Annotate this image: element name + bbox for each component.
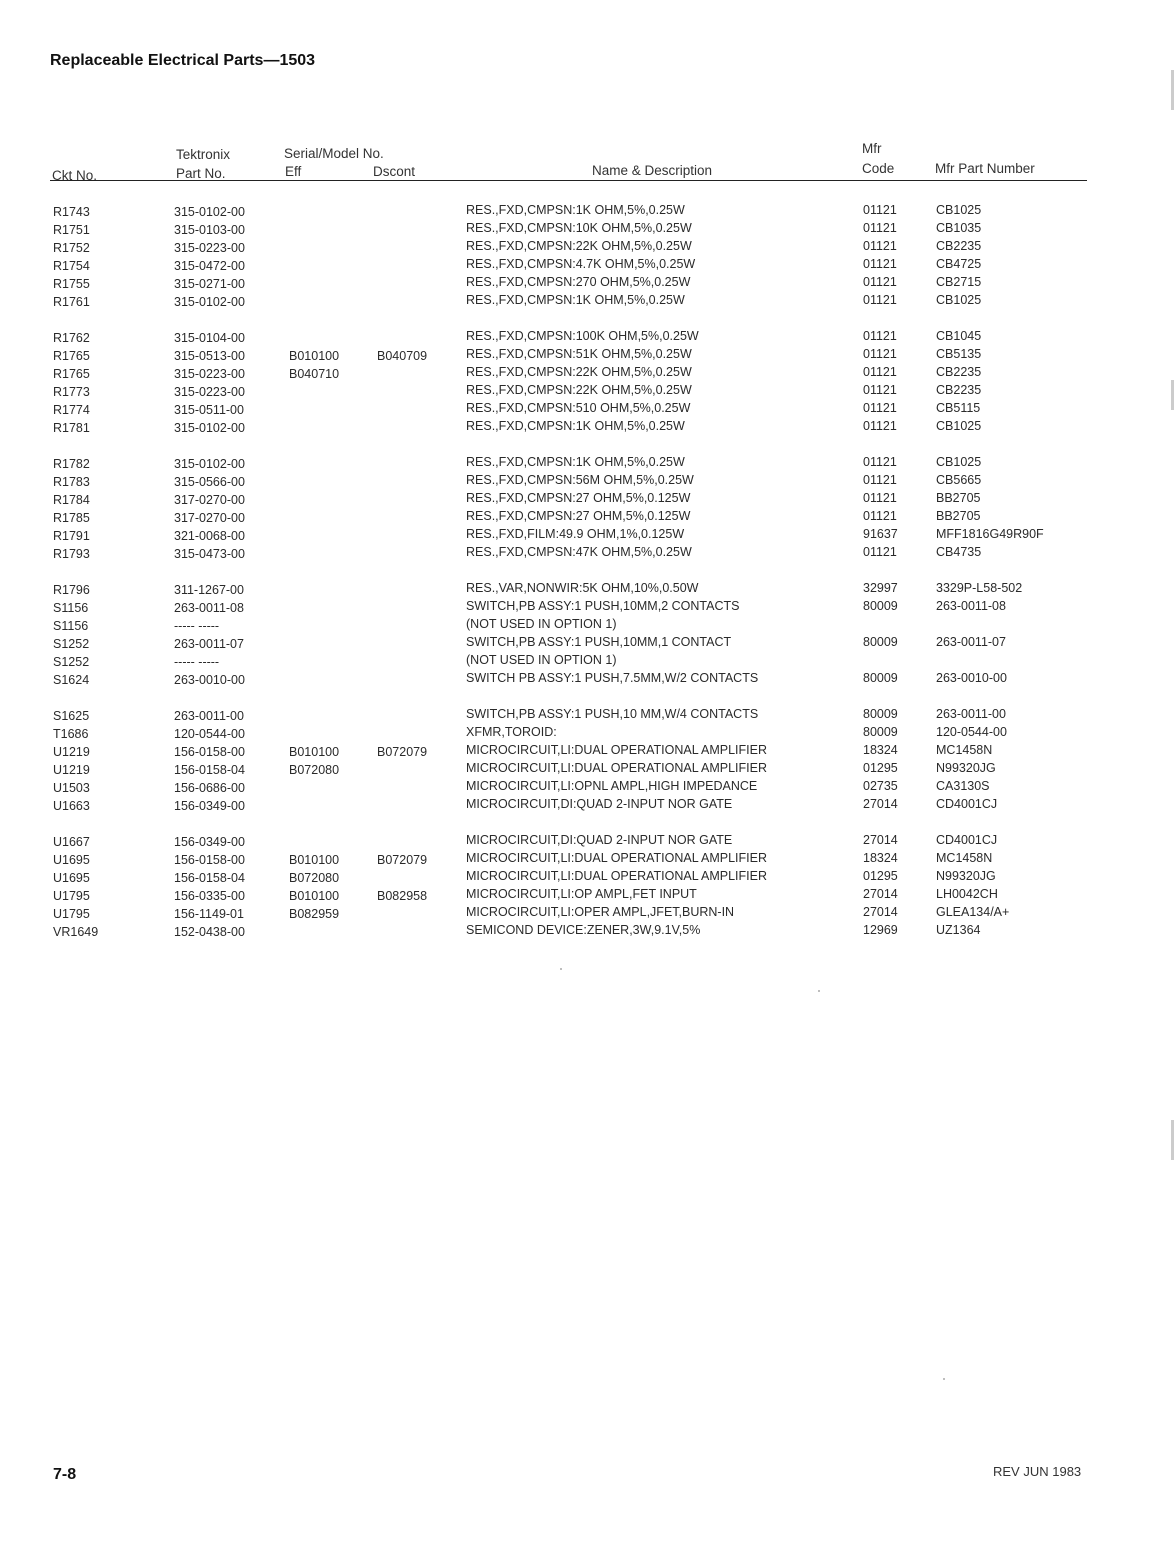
table-row (0, 887, 1176, 905)
part-description: (NOT USED IN OPTION 1) (466, 653, 617, 667)
tektronix-part-number: 263-0011-07 (174, 637, 244, 651)
table-row (0, 383, 1176, 401)
scan-edge-mark (1171, 380, 1174, 410)
header-mfr: Mfr (862, 141, 882, 156)
mfr-part-number: CD4001CJ (936, 833, 998, 847)
table-row (0, 419, 1176, 437)
part-description: RES.,FXD,CMPSN:47K OHM,5%,0.25W (466, 545, 692, 559)
table-row (0, 707, 1176, 725)
mfr-code: 01121 (863, 545, 897, 559)
mfr-code: 01295 (863, 869, 898, 883)
serial-effective: B040710 (289, 367, 340, 381)
table-row (0, 455, 1176, 473)
mfr-part-number: MC1458N (936, 851, 993, 865)
table-row (0, 743, 1176, 761)
tektronix-part-number: 152-0438-00 (174, 925, 245, 939)
parts-group (0, 455, 1176, 563)
tektronix-part-number: 156-1149-01 (174, 907, 244, 921)
circuit-number: R1754 (53, 259, 90, 273)
mfr-part-number: CB5135 (936, 347, 982, 361)
scan-edge-mark (1171, 70, 1174, 110)
mfr-part-number: MFF1816G49R90F (936, 527, 1044, 541)
table-row (0, 635, 1176, 653)
mfr-code: 80009 (863, 635, 898, 649)
part-description: MICROCIRCUIT,LI:OPER AMPL,JFET,BURN-IN (466, 905, 735, 919)
table-row (0, 797, 1176, 815)
circuit-number: R1751 (53, 223, 90, 237)
scan-speck (560, 968, 562, 970)
table-row (0, 491, 1176, 509)
tektronix-part-number: 156-0349-00 (174, 799, 245, 813)
table-row (0, 293, 1176, 311)
part-description: RES.,FXD,CMPSN:22K OHM,5%,0.25W (466, 239, 692, 253)
serial-discontinued: B040709 (377, 349, 428, 363)
table-row (0, 545, 1176, 563)
part-description: RES.,FXD,CMPSN:510 OHM,5%,0.25W (466, 401, 691, 415)
circuit-number: R1755 (53, 277, 90, 291)
parts-group (0, 203, 1176, 311)
header-part-no: Part No. (176, 166, 226, 181)
part-description: RES.,FXD,CMPSN:270 OHM,5%,0.25W (466, 275, 691, 289)
mfr-part-number: 263-0011-00 (936, 707, 1006, 721)
mfr-code: 01121 (863, 221, 897, 235)
header-code: Code (862, 161, 895, 176)
tektronix-part-number: 317-0270-00 (174, 511, 245, 525)
tektronix-part-number: 315-0104-00 (174, 331, 245, 345)
mfr-code: 80009 (863, 725, 898, 739)
parts-group (0, 833, 1176, 941)
table-row (0, 761, 1176, 779)
part-description: RES.,FXD,CMPSN:27 OHM,5%,0.125W (466, 491, 691, 505)
mfr-code: 27014 (863, 887, 898, 901)
circuit-number: U1695 (53, 871, 90, 885)
mfr-part-number: BB2705 (936, 491, 981, 505)
table-row (0, 203, 1176, 221)
mfr-code: 27014 (863, 905, 898, 919)
serial-effective: B010100 (289, 889, 340, 903)
mfr-part-number: 263-0011-07 (936, 635, 1006, 649)
tektronix-part-number: 263-0010-00 (174, 673, 245, 687)
table-row (0, 653, 1176, 671)
serial-discontinued: B072079 (377, 745, 428, 759)
circuit-number: U1503 (53, 781, 90, 795)
mfr-part-number: N99320JG (936, 869, 996, 883)
mfr-code: 01121 (863, 401, 897, 415)
tektronix-part-number: 321-0068-00 (174, 529, 245, 543)
parts-group (0, 707, 1176, 815)
tektronix-part-number: ----- ----- (174, 655, 220, 669)
tektronix-part-number: 156-0349-00 (174, 835, 245, 849)
part-description: MICROCIRCUIT,LI:DUAL OPERATIONAL AMPLIFIER (466, 851, 767, 865)
part-description: RES.,FXD,CMPSN:22K OHM,5%,0.25W (466, 383, 692, 397)
circuit-number: U1667 (53, 835, 90, 849)
tektronix-part-number: 315-0271-00 (174, 277, 245, 291)
mfr-code: 01121 (863, 239, 897, 253)
part-description: RES.,FXD,CMPSN:1K OHM,5%,0.25W (466, 455, 685, 469)
mfr-code: 01121 (863, 329, 897, 343)
circuit-number: U1219 (53, 745, 90, 759)
serial-discontinued: B072079 (377, 853, 428, 867)
mfr-code: 02735 (863, 779, 898, 793)
mfr-part-number: MC1458N (936, 743, 993, 757)
tektronix-part-number: 315-0513-00 (174, 349, 245, 363)
circuit-number: R1785 (53, 511, 90, 525)
scan-edge-mark (1171, 1120, 1174, 1160)
table-row (0, 725, 1176, 743)
tektronix-part-number: 315-0511-00 (174, 403, 244, 417)
part-description: RES.,FXD,FILM:49.9 OHM,1%,0.125W (466, 527, 685, 541)
circuit-number: R1743 (53, 205, 90, 219)
part-description: RES.,FXD,CMPSN:56M OHM,5%,0.25W (466, 473, 694, 487)
mfr-code: 01121 (863, 491, 897, 505)
tektronix-part-number: 315-0223-00 (174, 385, 245, 399)
circuit-number: R1791 (53, 529, 90, 543)
table-row (0, 905, 1176, 923)
mfr-code: 80009 (863, 671, 898, 685)
mfr-part-number: UZ1364 (936, 923, 981, 937)
header-name-description: Name & Description (592, 163, 713, 178)
part-description: (NOT USED IN OPTION 1) (466, 617, 617, 631)
tektronix-part-number: 315-0223-00 (174, 241, 245, 255)
mfr-code: 01121 (863, 473, 897, 487)
mfr-code: 01121 (863, 257, 897, 271)
circuit-number: U1795 (53, 907, 90, 921)
scan-speck (818, 990, 820, 992)
part-description: RES.,FXD,CMPSN:100K OHM,5%,0.25W (466, 329, 699, 343)
mfr-code: 01121 (863, 347, 897, 361)
tektronix-part-number: 315-0223-00 (174, 367, 245, 381)
serial-effective: B010100 (289, 853, 340, 867)
mfr-part-number: 120-0544-00 (936, 725, 1007, 739)
parts-group (0, 329, 1176, 437)
tektronix-part-number: 315-0472-00 (174, 259, 245, 273)
part-description: RES.,FXD,CMPSN:1K OHM,5%,0.25W (466, 203, 685, 217)
tektronix-part-number: 156-0158-04 (174, 763, 245, 777)
header-serial-model: Serial/Model No. (284, 146, 384, 161)
tektronix-part-number: 311-1267-00 (174, 583, 244, 597)
mfr-code: 27014 (863, 797, 898, 811)
table-row (0, 257, 1176, 275)
mfr-part-number: N99320JG (936, 761, 996, 775)
circuit-number: U1795 (53, 889, 90, 903)
circuit-number: U1695 (53, 853, 90, 867)
parts-table (0, 203, 1176, 959)
part-description: RES.,FXD,CMPSN:27 OHM,5%,0.125W (466, 509, 691, 523)
part-description: MICROCIRCUIT,DI:QUAD 2-INPUT NOR GATE (466, 797, 733, 811)
serial-discontinued: B082958 (377, 889, 428, 903)
parts-group (0, 581, 1176, 689)
mfr-part-number: CB2715 (936, 275, 982, 289)
circuit-number: VR1649 (53, 925, 99, 939)
part-description: RES.,FXD,CMPSN:4.7K OHM,5%,0.25W (466, 257, 696, 271)
mfr-code: 01121 (863, 419, 897, 433)
table-row (0, 527, 1176, 545)
mfr-part-number: CB2235 (936, 383, 982, 397)
part-description: RES.,FXD,CMPSN:10K OHM,5%,0.25W (466, 221, 692, 235)
circuit-number: R1765 (53, 349, 90, 363)
serial-effective: B010100 (289, 349, 340, 363)
mfr-code: 12969 (863, 923, 898, 937)
tektronix-part-number: ----- ----- (174, 619, 220, 633)
mfr-code: 01121 (863, 275, 897, 289)
circuit-number: R1774 (53, 403, 90, 417)
circuit-number: S1252 (53, 655, 90, 669)
mfr-part-number: CB1025 (936, 293, 982, 307)
mfr-part-number: CB2235 (936, 365, 982, 379)
table-row (0, 599, 1176, 617)
circuit-number: R1762 (53, 331, 90, 345)
mfr-part-number: CB1025 (936, 455, 982, 469)
table-row (0, 329, 1176, 347)
mfr-part-number: CD4001CJ (936, 797, 998, 811)
header-dscont: Dscont (373, 164, 416, 179)
circuit-number: U1663 (53, 799, 90, 813)
tektronix-part-number: 156-0335-00 (174, 889, 245, 903)
tektronix-part-number: 315-0473-00 (174, 547, 245, 561)
part-description: SEMICOND DEVICE:ZENER,3W,9.1V,5% (466, 923, 701, 937)
part-description: RES.,VAR,NONWIR:5K OHM,10%,0.50W (466, 581, 699, 595)
table-row (0, 581, 1176, 599)
serial-effective: B010100 (289, 745, 340, 759)
part-description: SWITCH PB ASSY:1 PUSH,7.5MM,W/2 CONTACTS (466, 671, 759, 685)
mfr-code: 01121 (863, 293, 897, 307)
tektronix-part-number: 263-0011-00 (174, 709, 244, 723)
table-row (0, 851, 1176, 869)
circuit-number: R1782 (53, 457, 90, 471)
circuit-number: R1784 (53, 493, 90, 507)
circuit-number: R1752 (53, 241, 90, 255)
tektronix-part-number: 315-0102-00 (174, 295, 245, 309)
mfr-code: 01121 (863, 383, 897, 397)
part-description: MICROCIRCUIT,LI:DUAL OPERATIONAL AMPLIFIER (466, 869, 767, 883)
circuit-number: R1773 (53, 385, 90, 399)
revision-date: REV JUN 1983 (993, 1464, 1082, 1479)
mfr-part-number: CB5115 (936, 401, 981, 415)
part-description: SWITCH,PB ASSY:1 PUSH,10 MM,W/4 CONTACTS (466, 707, 759, 721)
mfr-code: 01121 (863, 365, 897, 379)
part-description: RES.,FXD,CMPSN:1K OHM,5%,0.25W (466, 293, 685, 307)
tektronix-part-number: 156-0158-00 (174, 853, 245, 867)
mfr-code: 18324 (863, 743, 898, 757)
table-row (0, 473, 1176, 491)
part-description: MICROCIRCUIT,DI:QUAD 2-INPUT NOR GATE (466, 833, 733, 847)
header-tektronix: Tektronix (176, 147, 231, 162)
part-description: MICROCIRCUIT,LI:OP AMPL,FET INPUT (466, 887, 697, 901)
table-row (0, 347, 1176, 365)
mfr-part-number: BB2705 (936, 509, 981, 523)
part-description: MICROCIRCUIT,LI:DUAL OPERATIONAL AMPLIFIER (466, 761, 767, 775)
mfr-part-number: 3329P-L58-502 (936, 581, 1023, 595)
mfr-part-number: CB2235 (936, 239, 982, 253)
header-ckt-no: Ckt No. (52, 168, 98, 183)
mfr-part-number: CB1025 (936, 203, 982, 217)
table-row (0, 833, 1176, 851)
mfr-code: 01121 (863, 203, 897, 217)
table-row (0, 365, 1176, 383)
circuit-number: R1796 (53, 583, 90, 597)
serial-effective: B072080 (289, 763, 340, 777)
mfr-part-number: LH0042CH (936, 887, 998, 901)
tektronix-part-number: 156-0158-04 (174, 871, 245, 885)
tektronix-part-number: 263-0011-08 (174, 601, 244, 615)
mfr-part-number: CA3130S (936, 779, 990, 793)
circuit-number: S1625 (53, 709, 90, 723)
table-row (0, 401, 1176, 419)
circuit-number: U1219 (53, 763, 90, 777)
circuit-number: S1156 (53, 619, 89, 633)
circuit-number: R1765 (53, 367, 90, 381)
mfr-part-number: CB1025 (936, 419, 982, 433)
mfr-part-number: GLEA134/A+ (936, 905, 1010, 919)
mfr-code: 32997 (863, 581, 898, 595)
mfr-code: 91637 (863, 527, 898, 541)
circuit-number: S1252 (53, 637, 90, 651)
mfr-part-number: CB1035 (936, 221, 982, 235)
circuit-number: R1783 (53, 475, 90, 489)
circuit-number: R1761 (53, 295, 90, 309)
part-description: SWITCH,PB ASSY:1 PUSH,10MM,2 CONTACTS (466, 599, 740, 613)
page-title: Replaceable Electrical Parts—1503 (50, 52, 316, 69)
mfr-part-number: 263-0011-08 (936, 599, 1006, 613)
header-eff: Eff (285, 164, 302, 179)
mfr-code: 01121 (863, 455, 897, 469)
table-row (0, 671, 1176, 689)
circuit-number: R1793 (53, 547, 90, 561)
mfr-code: 01295 (863, 761, 898, 775)
mfr-part-number: CB1045 (936, 329, 982, 343)
mfr-part-number: CB5665 (936, 473, 982, 487)
tektronix-part-number: 315-0102-00 (174, 457, 245, 471)
mfr-part-number: 263-0010-00 (936, 671, 1007, 685)
table-row (0, 779, 1176, 797)
tektronix-part-number: 315-0102-00 (174, 205, 245, 219)
scan-speck (943, 1378, 945, 1380)
part-description: RES.,FXD,CMPSN:22K OHM,5%,0.25W (466, 365, 692, 379)
mfr-code: 01121 (863, 509, 897, 523)
tektronix-part-number: 315-0566-00 (174, 475, 245, 489)
page-number: 7-8 (53, 1466, 77, 1483)
part-description: RES.,FXD,CMPSN:51K OHM,5%,0.25W (466, 347, 692, 361)
mfr-part-number: CB4735 (936, 545, 982, 559)
circuit-number: T1686 (53, 727, 89, 741)
serial-effective: B072080 (289, 871, 340, 885)
tektronix-part-number: 156-0686-00 (174, 781, 245, 795)
table-row (0, 617, 1176, 635)
table-row (0, 275, 1176, 293)
mfr-part-number: CB4725 (936, 257, 982, 271)
tektronix-part-number: 315-0103-00 (174, 223, 245, 237)
serial-effective: B082959 (289, 907, 340, 921)
table-row (0, 923, 1176, 941)
mfr-code: 18324 (863, 851, 898, 865)
mfr-code: 80009 (863, 599, 898, 613)
tektronix-part-number: 315-0102-00 (174, 421, 245, 435)
part-description: MICROCIRCUIT,LI:DUAL OPERATIONAL AMPLIFIER (466, 743, 767, 757)
circuit-number: S1156 (53, 601, 89, 615)
table-row (0, 239, 1176, 257)
table-row (0, 509, 1176, 527)
part-description: RES.,FXD,CMPSN:1K OHM,5%,0.25W (466, 419, 685, 433)
table-row (0, 869, 1176, 887)
part-description: XFMR,TOROID: (466, 725, 557, 739)
tektronix-part-number: 156-0158-00 (174, 745, 245, 759)
tektronix-part-number: 120-0544-00 (174, 727, 245, 741)
table-row (0, 221, 1176, 239)
header-mfr-part-number: Mfr Part Number (935, 161, 1035, 176)
circuit-number: S1624 (53, 673, 90, 687)
tektronix-part-number: 317-0270-00 (174, 493, 245, 507)
mfr-code: 27014 (863, 833, 898, 847)
header-rule (50, 180, 1087, 181)
part-description: SWITCH,PB ASSY:1 PUSH,10MM,1 CONTACT (466, 635, 732, 649)
circuit-number: R1781 (53, 421, 90, 435)
mfr-code: 80009 (863, 707, 898, 721)
part-description: MICROCIRCUIT,LI:OPNL AMPL,HIGH IMPEDANCE (466, 779, 758, 793)
